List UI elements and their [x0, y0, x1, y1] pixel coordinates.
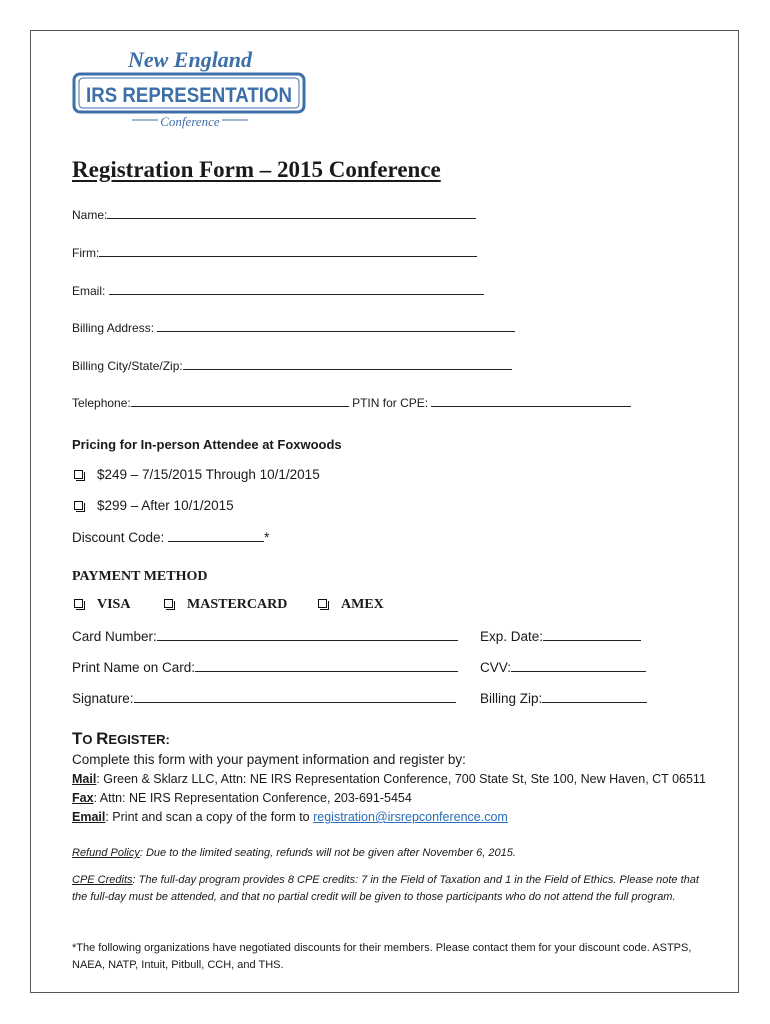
print-name-field[interactable]	[72, 659, 458, 675]
billing-zip-label: Billing Zip:	[480, 691, 543, 706]
card-label: AMEX	[341, 597, 384, 612]
email-field[interactable]	[72, 283, 484, 298]
email-reg-label: Email	[72, 810, 106, 824]
refund-label: Refund Policy	[72, 847, 140, 859]
heading-smallcaps: EGISTER:	[108, 732, 170, 747]
mail-line	[72, 772, 706, 786]
refund-text: : Due to the limited seating, refunds will not be given after November 6, 2015.	[139, 847, 516, 859]
mail-label: Mail	[72, 772, 97, 786]
register-intro: Complete this form with your payment information and register by:	[72, 752, 466, 767]
cpe-text: : The full-day program provides 8 CPE credits: 7 in the Field of Taxation and 1 in the Field of Ethics. Please note that the full-day must be attended, and that no partial credit will be given to those participants who do not attend the full program.	[72, 874, 699, 903]
discount-asterisk: *	[264, 530, 270, 545]
registration-email-link[interactable]: registration@irsrepconference.com	[313, 810, 508, 824]
fax-line	[72, 791, 412, 805]
signature-label: Signature:	[72, 691, 134, 706]
email-line[interactable]	[109, 283, 484, 295]
cvv-line[interactable]	[511, 659, 646, 672]
card-option-mastercard[interactable]	[164, 597, 287, 613]
billing-city-field[interactable]	[72, 358, 512, 373]
price-option-label: $249 – 7/15/2015 Through 10/1/2015	[97, 467, 320, 482]
firm-label: Firm:	[72, 246, 100, 260]
telephone-label: Telephone:	[72, 396, 131, 410]
print-name-label: Print Name on Card:	[72, 660, 196, 675]
billing-zip-line[interactable]	[542, 690, 647, 703]
price-option-label: $299 – After 10/1/2015	[97, 498, 234, 513]
ptin-label: PTIN for CPE:	[352, 396, 429, 410]
email-label: Email:	[72, 284, 106, 298]
print-name-line[interactable]	[195, 659, 458, 672]
name-line[interactable]	[107, 207, 476, 219]
to-register-heading	[72, 729, 170, 749]
heading-smallcaps: O	[82, 732, 97, 747]
exp-date-label: Exp. Date:	[480, 629, 544, 644]
cpe-label: CPE Credits	[72, 874, 133, 886]
card-option-visa[interactable]	[74, 597, 130, 613]
firm-line[interactable]	[99, 245, 477, 257]
checkbox-icon[interactable]	[164, 599, 173, 608]
telephone-line[interactable]	[131, 395, 349, 407]
billing-city-line[interactable]	[183, 358, 512, 370]
heading-letter: T	[72, 729, 83, 748]
billing-address-line[interactable]	[157, 320, 515, 332]
card-option-amex[interactable]	[318, 597, 384, 613]
card-number-label: Card Number:	[72, 629, 157, 644]
telephone-field[interactable]	[72, 395, 631, 410]
billing-address-field[interactable]	[72, 320, 515, 335]
cpe-credits	[72, 872, 702, 906]
discount-code-line[interactable]	[168, 529, 264, 542]
billing-address-label: Billing Address:	[72, 321, 155, 335]
checkbox-icon[interactable]	[318, 599, 327, 608]
checkbox-icon[interactable]	[74, 501, 83, 510]
signature-field[interactable]	[72, 690, 456, 706]
fax-text: : Attn: NE IRS Representation Conference, 203-691-5454	[93, 791, 412, 805]
page-title: Registration Form – 2015 Conference	[72, 157, 441, 182]
fax-label: Fax	[72, 791, 94, 805]
card-number-field[interactable]	[72, 628, 458, 644]
cvv-field[interactable]	[480, 659, 646, 675]
heading-letter: R	[96, 729, 109, 748]
refund-policy	[72, 845, 702, 862]
email-line-reg	[72, 810, 508, 824]
card-number-line[interactable]	[157, 628, 458, 641]
name-label: Name:	[72, 208, 108, 222]
checkbox-icon[interactable]	[74, 599, 83, 608]
name-field[interactable]	[72, 207, 476, 222]
mail-text: : Green & Sklarz LLC, Attn: NE IRS Representation Conference, 700 State St, Ste 100, New Haven, CT 06511	[96, 772, 706, 786]
billing-city-label: Billing City/State/Zip:	[72, 359, 183, 373]
payment-method-heading: PAYMENT METHOD	[72, 569, 208, 584]
billing-zip-field[interactable]	[480, 690, 647, 706]
exp-date-field[interactable]	[480, 628, 641, 644]
exp-date-line[interactable]	[543, 628, 641, 641]
discount-code-label: Discount Code:	[72, 530, 165, 545]
price-option-early[interactable]	[74, 467, 320, 482]
checkbox-icon[interactable]	[74, 470, 83, 479]
logo-line1: New England	[127, 47, 253, 72]
cvv-label: CVV:	[480, 660, 512, 675]
card-label: MASTERCARD	[187, 597, 288, 612]
card-label: VISA	[97, 597, 131, 612]
logo-line3: Conference	[160, 114, 220, 129]
pricing-heading: Pricing for In-person Attendee at Foxwoods	[72, 437, 342, 452]
signature-line[interactable]	[134, 690, 456, 703]
ptin-line[interactable]	[431, 395, 631, 407]
email-reg-text: : Print and scan a copy of the form to	[105, 810, 314, 824]
discount-footnote: *The following organizations have negotiated discounts for their members. Please contact them for your discount code. ASTPS, NAEA, NATP, Intuit, Pitbull, CCH, and THS.	[72, 942, 692, 971]
firm-field[interactable]	[72, 245, 477, 260]
discount-code-field[interactable]	[72, 529, 269, 545]
conference-logo	[72, 42, 308, 134]
logo-line2: IRS REPRESENTATION	[86, 84, 292, 107]
price-option-late[interactable]	[74, 498, 234, 513]
